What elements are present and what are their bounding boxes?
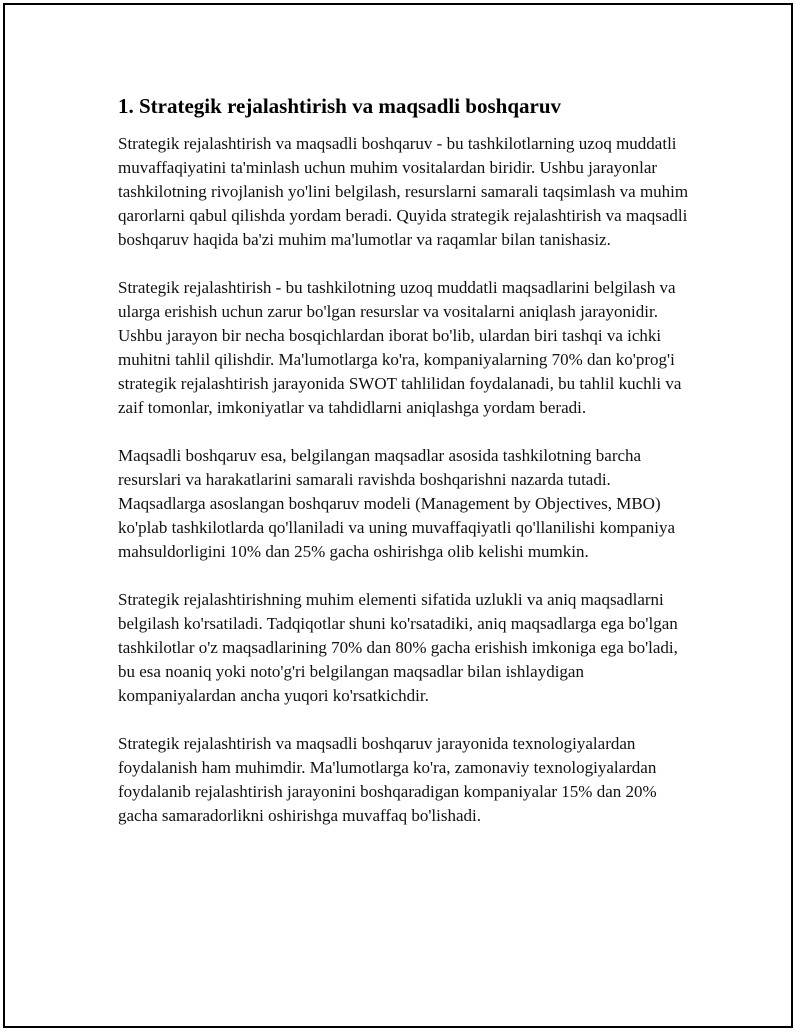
document-body bbox=[118, 92, 693, 852]
paragraph-1: Strategik rejalashtirish va maqsadli boshqaruv - bu tashkilotlarning uzoq muddatli muvaffaqiyatini ta'minlash uchun muhim vositalardan biridir. Ushbu jarayonlar tashkilotning rivojlanish yo'lini belgilash, resurslarni samarali taqsimlash va muhim qarorlarni qabul qilishda yordam beradi. Quyida strategik rejalashtirish va maqsadli boshqaruv haqida ba'zi muhim ma'lumotlar va raqamlar bilan tanishasiz. bbox=[118, 134, 689, 249]
section-heading: 1. Strategik rejalashtirish va maqsadli boshqaruv bbox=[118, 94, 561, 118]
paragraph-4: Strategik rejalashtirishning muhim elementi sifatida uzlukli va aniq maqsadlarni belgilash ko'rsatiladi. Tadqiqotlar shuni ko'rsatadiki, aniq maqsadlarga ega bo'lgan tashkilotlar o'z maqsadlarining 70% dan 80% gacha erishish imkoniga ega bo'ladi, bu esa noaniq yoki noto'g'ri belgilangan maqsadlar bilan ishlaydigan kompaniyalardan ancha yuqori ko'rsatkichdir. bbox=[118, 590, 678, 705]
paragraph-3: Maqsadli boshqaruv esa, belgilangan maqsadlar asosida tashkilotning barcha resurslari va harakatlarini samarali ravishda boshqarishni nazarda tutadi. Maqsadlarga asoslangan boshqaruv modeli (Management by Objectives, MBO) ko'plab tashkilotlarda qo'llaniladi va uning muvaffaqiyatli qo'llanilishi kompaniya mahsuldorligini 10% dan 25% gacha oshirishga olib kelishi mumkin. bbox=[118, 446, 676, 561]
paragraph-5: Strategik rejalashtirish va maqsadli boshqaruv jarayonida texnologiyalardan foydalanish ham muhimdir. Ma'lumotlarga ko'ra, zamonaviy texnologiyalardan foydalanib rejalashtirish jarayonini boshqaradigan kompaniyalar 15% dan 20% gacha samaradorlikni oshirishga muvaffaq bo'lishadi. bbox=[118, 734, 657, 825]
paragraph-2: Strategik rejalashtirish - bu tashkilotning uzoq muddatli maqsadlarini belgilash va ularga erishish uchun zarur bo'lgan resurslar va vositalarni aniqlash jarayonidir. Ushbu jarayon bir necha bosqichlardan iborat bo'lib, ulardan biri tashqi va ichki muhitni tahlil qilishdir. Ma'lumotlarga ko'ra, kompaniyalarning 70% dan ko'prog'i strategik rejalashtirish jarayonida SWOT tahlilidan foydalanadi, bu tahlil kuchli va zaif tomonlar, imkoniyatlar va tahdidlarni aniqlashga yordam beradi. bbox=[118, 278, 682, 417]
